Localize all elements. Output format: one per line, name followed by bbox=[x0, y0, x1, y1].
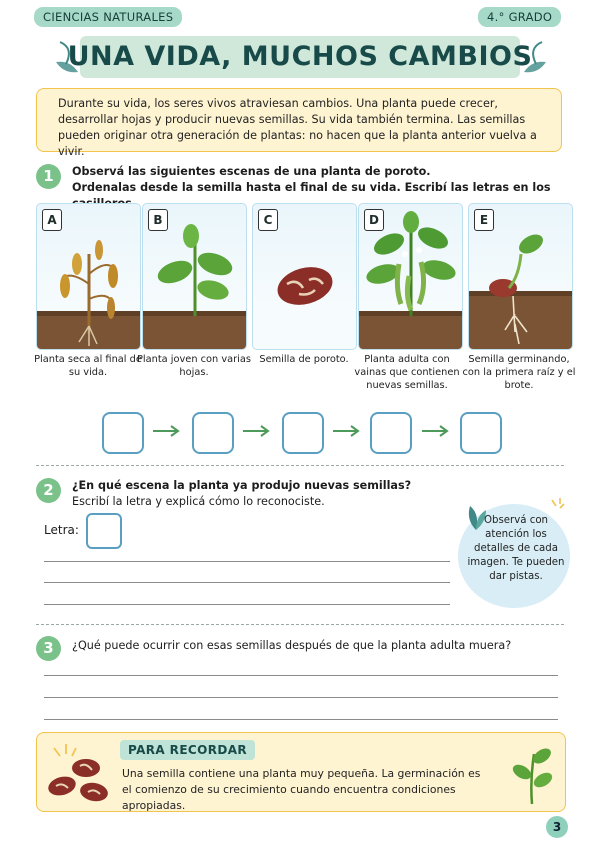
answer-line[interactable] bbox=[44, 604, 450, 605]
scene-card-a bbox=[36, 203, 141, 350]
page-number: 3 bbox=[546, 816, 568, 838]
activity-1-line2: Ordenalas desde la semilla hasta el final de su vida. Escribí las letras en los bbox=[72, 181, 551, 194]
scene-caption-b: Planta joven con varias hojas. bbox=[136, 354, 252, 378]
bean-seeds-icon bbox=[44, 744, 116, 804]
grade-badge: 4.° GRADO bbox=[478, 7, 561, 27]
tip-text: Observá con atención los detalles de cada imagen. Te pueden dar pistas. bbox=[467, 515, 565, 582]
scene-card-d bbox=[358, 203, 463, 350]
arrow-right-icon bbox=[331, 424, 361, 438]
page-title: UNA VIDA, MUCHOS CAMBIOS bbox=[67, 41, 533, 72]
scene-card-c bbox=[252, 203, 357, 350]
scene-card-e bbox=[468, 203, 573, 350]
answer-line[interactable] bbox=[44, 675, 558, 676]
section-divider bbox=[36, 465, 564, 466]
scene-letter-a: A bbox=[42, 209, 62, 231]
sprout-icon bbox=[510, 740, 556, 806]
activity-2-number: 2 bbox=[36, 478, 61, 503]
scene-caption-c: Semilla de poroto. bbox=[259, 354, 349, 365]
scene-caption-a: Planta seca al final de su vida. bbox=[34, 354, 142, 378]
activity-1-line1: Observá las siguientes escenas de una planta de poroto. bbox=[72, 165, 431, 178]
scene-letter-c: C bbox=[258, 209, 278, 231]
order-box-3[interactable] bbox=[282, 412, 324, 454]
letter-answer-box[interactable] bbox=[86, 513, 122, 549]
answer-line[interactable] bbox=[44, 697, 558, 698]
activity-3-number: 3 bbox=[36, 636, 61, 661]
scene-letter-d: D bbox=[364, 209, 384, 231]
order-box-2[interactable] bbox=[192, 412, 234, 454]
activity-2-line1: ¿En qué escena la planta ya produjo nuevas semillas? bbox=[72, 479, 412, 492]
sparkle-icon bbox=[548, 496, 568, 516]
answer-line[interactable] bbox=[44, 582, 450, 583]
answer-line[interactable] bbox=[44, 561, 450, 562]
subject-badge: CIENCIAS NATURALES bbox=[34, 7, 182, 27]
remember-text: Una semilla contiene una planta muy pequeña. La germinación es el comienzo de su crecimiento cuando encuentra condiciones apropiadas. bbox=[122, 767, 481, 812]
activity-3-question: ¿Qué puede ocurrir con esas semillas después de que la planta adulta muera? bbox=[72, 639, 512, 652]
arrow-right-icon bbox=[420, 424, 450, 438]
answer-line[interactable] bbox=[44, 719, 558, 720]
scene-caption-d: Planta adulta con vainas que contienen nuevas semillas. bbox=[354, 354, 460, 391]
activity-2-line2: Escribí la letra y explicá cómo lo reconociste. bbox=[72, 495, 325, 508]
scene-letter-e: E bbox=[474, 209, 494, 231]
activity-1-number: 1 bbox=[36, 164, 61, 189]
scene-caption-e: Semilla germinando, con la primera raíz y el brote. bbox=[462, 354, 576, 391]
scene-card-b bbox=[142, 203, 247, 350]
arrow-right-icon bbox=[151, 424, 181, 438]
order-box-4[interactable] bbox=[370, 412, 412, 454]
intro-text: Durante su vida, los seres vivos atraviesan cambios. Una planta puede crecer, desarrollar hojas y producir nuevas semillas. Su vida también termina. Las semillas pueden originar otra generación de plantas: no hacen que la planta anterior vuelva a vivir. bbox=[58, 97, 537, 158]
letter-label: Letra: bbox=[44, 523, 79, 537]
order-box-1[interactable] bbox=[102, 412, 144, 454]
arrow-right-icon bbox=[241, 424, 271, 438]
remember-title: PARA RECORDAR bbox=[120, 740, 255, 760]
order-box-5[interactable] bbox=[460, 412, 502, 454]
section-divider bbox=[36, 624, 564, 625]
scene-letter-b: B bbox=[148, 209, 168, 231]
